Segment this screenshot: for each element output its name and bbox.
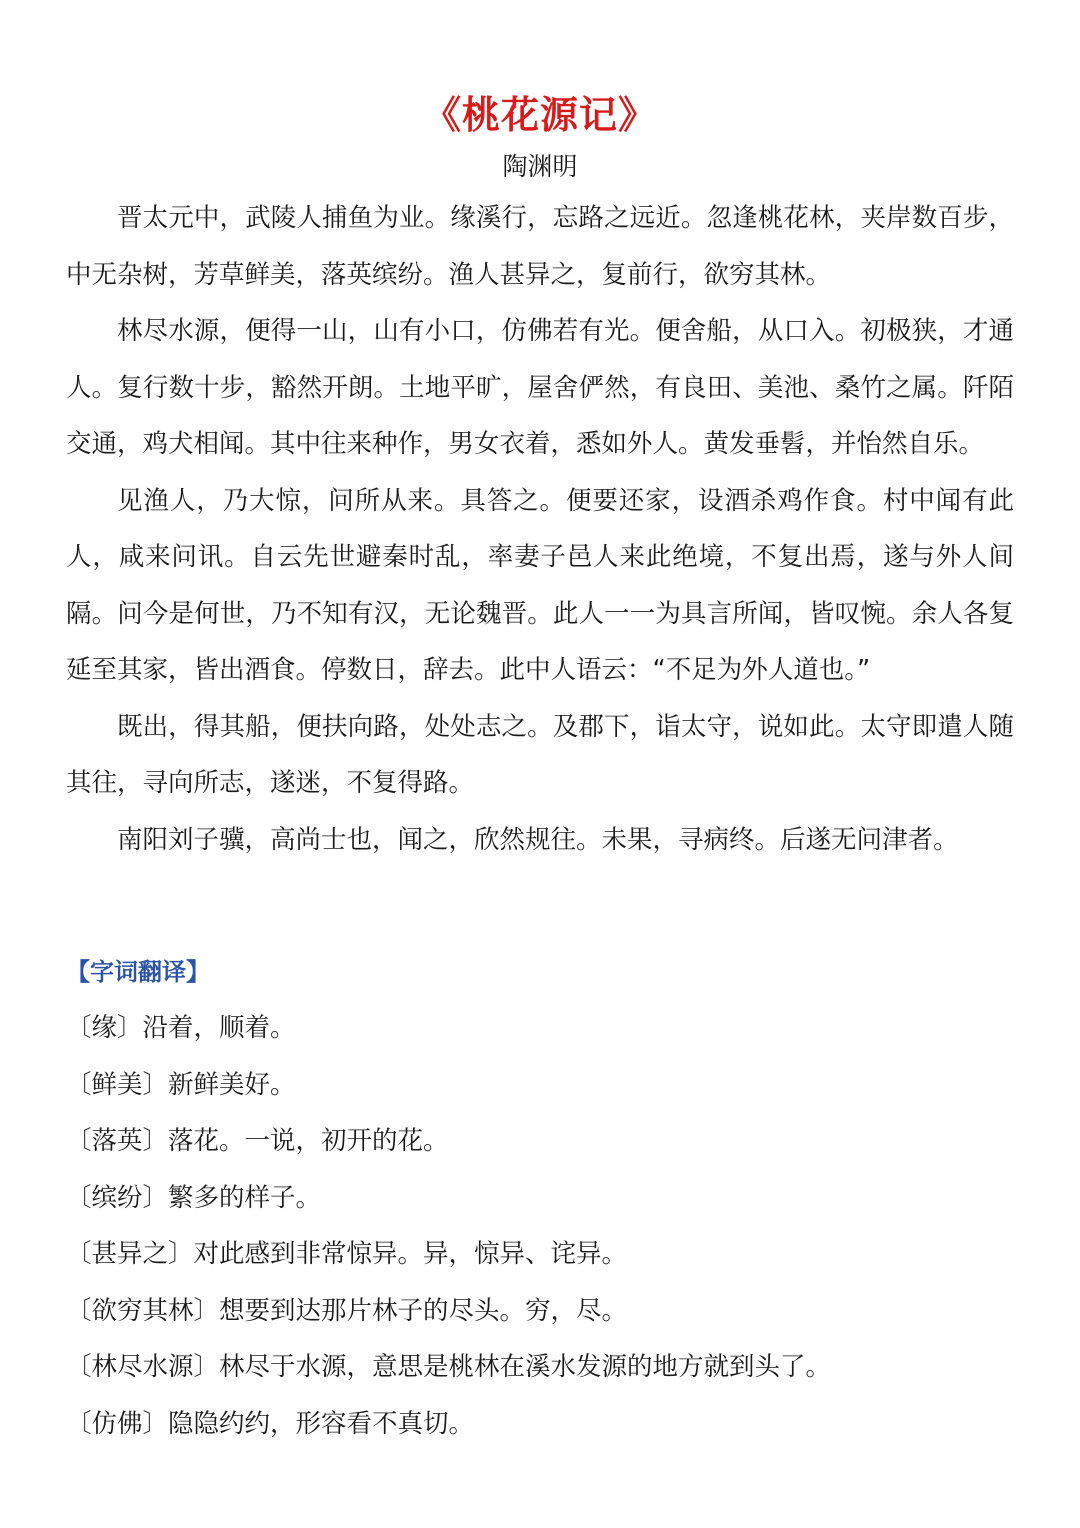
glossary-item: 〔落英〕落花。一说，初开的花。 [66, 1126, 449, 1156]
document-title: 《桃花源记》 [422, 93, 657, 137]
paragraph-3: 见渔人，乃大惊，问所从来。具答之。便要还家，设酒杀鸡作食。村中闻有此人，咸来问讯。自云先世避秦时乱，率妻子邑人来此绝境，不复出焉，遂与外人间隔。问今是何世，乃不知有汉，无论魏晋。此人一一为具言所闻，皆叹惋。余人各复延至其家，皆出酒食。停数日，辞去。此中人语云：“不足为外人道也。” [66, 485, 1014, 685]
main-text [66, 190, 1014, 868]
glossary-item: 〔甚异之〕对此感到非常惊异。异，惊异、诧异。 [66, 1239, 628, 1269]
glossary-item: 〔欲穷其林〕想要到达那片林子的尽头。穷，尽。 [66, 1295, 628, 1326]
paragraph-4: 既出，得其船，便扶向路，处处志之。及郡下，诣太守，说如此。太守即遣人随其往，寻向所志，遂迷，不复得路。 [66, 711, 1014, 798]
glossary-item: 〔仿佛〕隐隐约约，形容看不真切。 [66, 1408, 475, 1439]
glossary-heading: 【字词翻译】 [66, 958, 210, 986]
glossary-list [66, 1000, 1014, 1452]
glossary-item: 〔缘〕沿着，顺着。 [66, 1013, 296, 1043]
paragraph-1: 晋太元中，武陵人捕鱼为业。缘溪行，忘路之远近。忽逢桃花林，夹岸数百步，中无杂树，芳草鲜美，落英缤纷。渔人甚异之，复前行，欲穷其林。 [66, 203, 1014, 290]
paragraph-2: 林尽水源，便得一山，山有小口，仿佛若有光。便舍船，从口入。初极狭，才通人。复行数十步，豁然开朗。土地平旷，屋舍俨然，有良田、美池、桑竹之属。阡陌交通，鸡犬相闻。其中往来种作，男女衣着，悉如外人。黄发垂髫，并怡然自乐。 [66, 316, 1014, 459]
author-name: 陶渊明 [502, 152, 578, 181]
glossary-item: 〔缤纷〕繁多的样子。 [66, 1182, 322, 1213]
glossary-item: 〔鲜美〕新鲜美好。 [66, 1069, 296, 1100]
glossary-item: 〔林尽水源〕林尽于水源，意思是桃林在溪水发源的地方就到头了。 [66, 1352, 832, 1382]
paragraph-5: 南阳刘子骥，高尚士也，闻之，欣然规往。未果，寻病终。后遂无问津者。 [117, 824, 959, 855]
